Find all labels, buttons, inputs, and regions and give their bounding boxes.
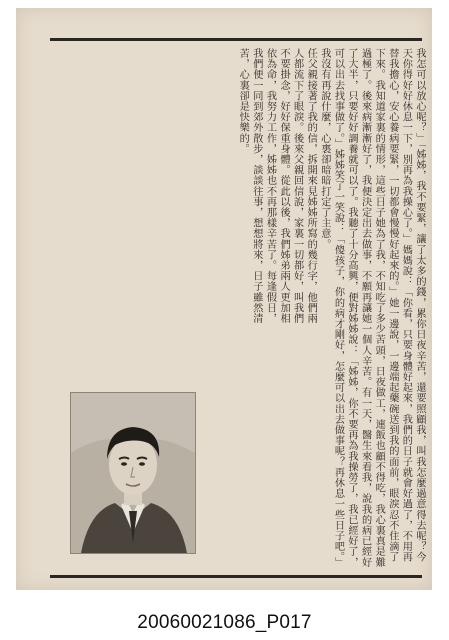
article-paragraph: 我怎可以放心呢？」「姊姊，我不要緊，讓了太多的錢，累你日夜辛苦，還要照顧我，叫我怎麼過意得去呢？今天你得好好休息一下，別再為我操心了。」媽媽說：「你看，只要身體好起來，我們的日子就會好過了，不用再替我擔心，安心養病要緊，一切都會慢慢好起來的。」她一邊說，一邊端起藥碗送到我的面前，眼淚忍不住滴了下來。我知道家裏的情形，這些日子她為了我，不知吃了多少苦頭，日夜做工，連飯也顧不得吃，我心裏真是難過極了。後來病漸漸好了，我便決定出去做事，不願再讓她一個人辛苦。有一天，醫生來看我，說我的病已經好了大半，只要好好調養就可以了。我聽了十分高興，便對姊姊說：「姊姊，你不要再為我操勞了，我已經好了，可以出去找事做了。」姊姊笑了一笑說：「傻孩子，你的病才剛好，怎麼可以出去做事呢？再休息一些日子吧。」我沒有再說什麼，心裏卻暗暗打定了主意。 xyxy=(318,48,425,568)
top-rule xyxy=(50,38,422,41)
archive-identifier: 20060021086_P017 xyxy=(137,612,312,633)
portrait-photo xyxy=(70,392,196,554)
article-paragraph: 任父親接著了我的信，拆開來見姊姊所寫的幾行字，他們兩人都流下了眼淚。後來父親回信說，家裏一切都好，叫我們不要掛念，好好保重身體。從此以後，我們姊弟兩人更加相依為命，我努力工作，姊姊也不再那樣辛苦了。每逢假日，我們便一同到郊外散步，談談往事，想想將來，日子雖然清苦，心裏卻是快樂的。 xyxy=(237,48,317,324)
bottom-rule xyxy=(50,575,422,578)
magazine-page xyxy=(16,8,432,590)
